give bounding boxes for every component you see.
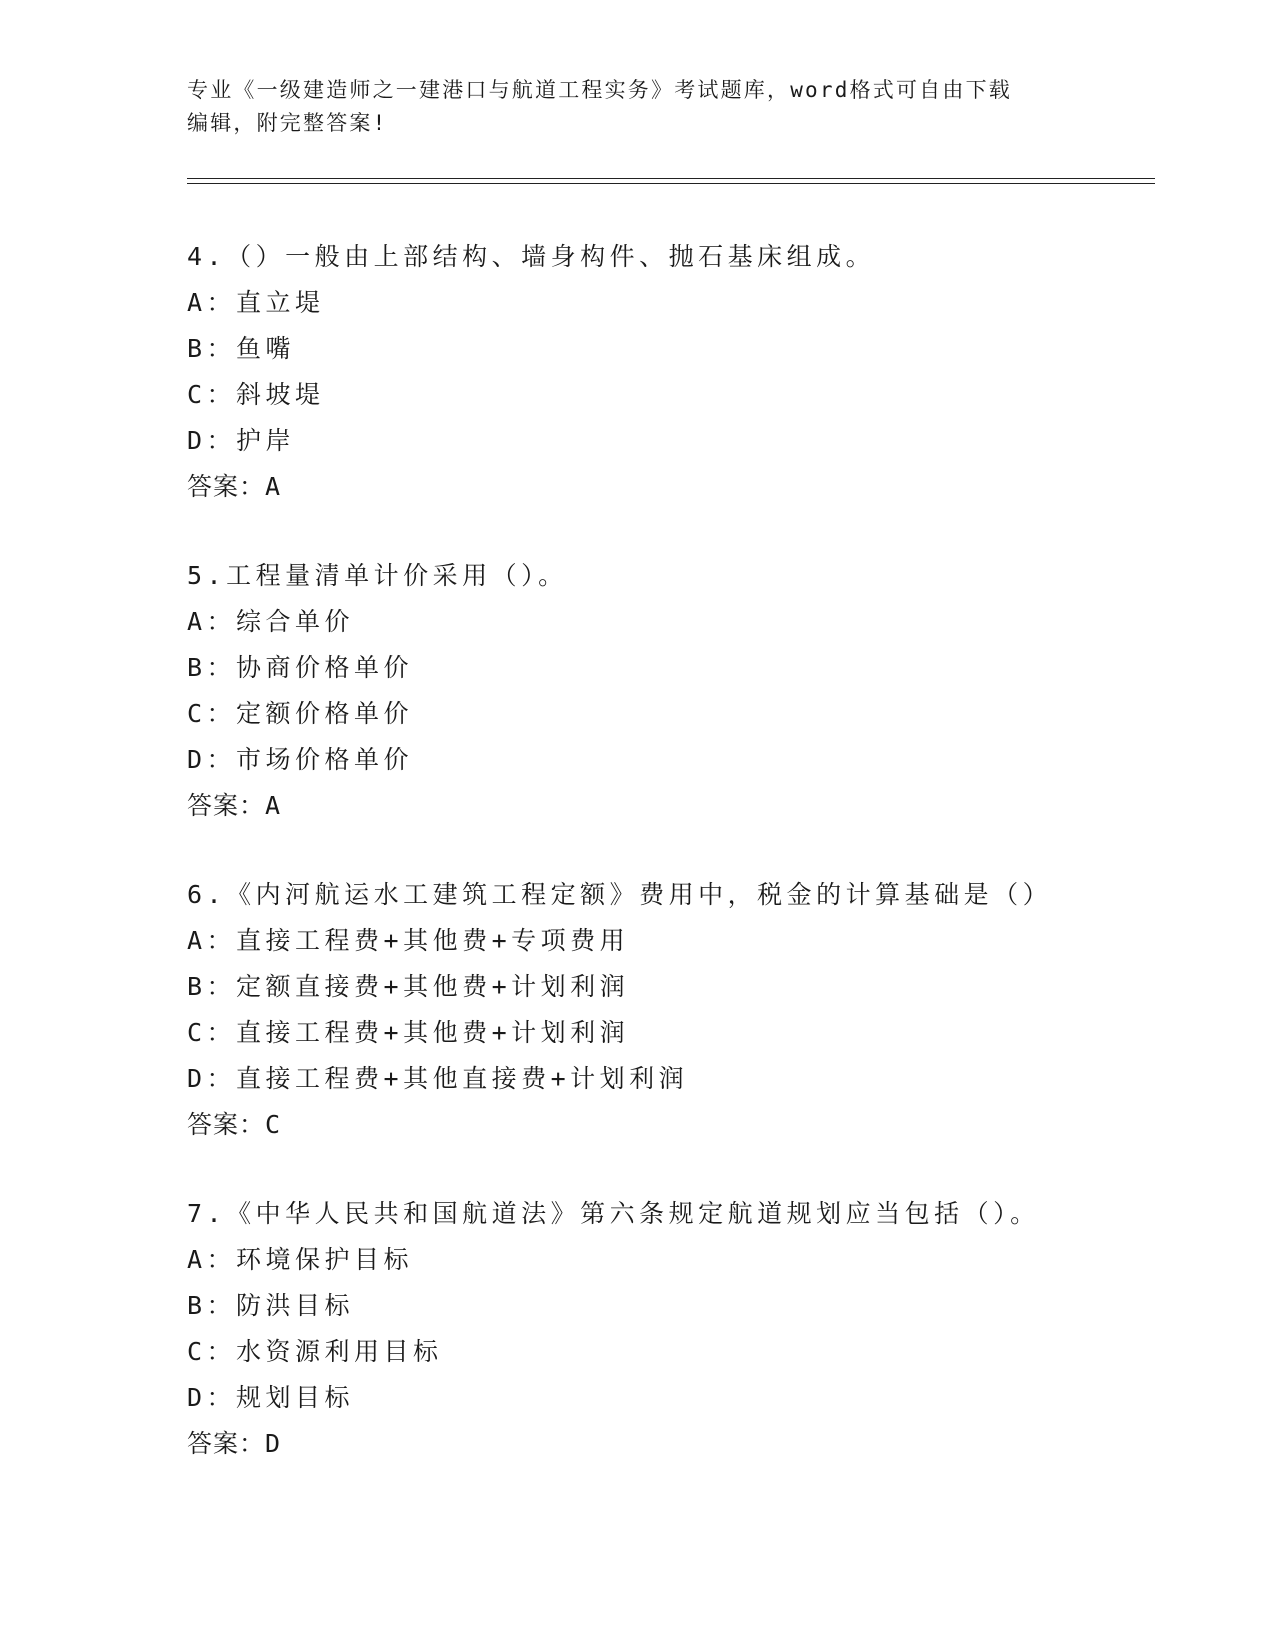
answer-value: C bbox=[265, 1110, 282, 1139]
option-d: D：规划目标 bbox=[187, 1383, 355, 1412]
option-c: C：直接工程费+其他费+计划利润 bbox=[187, 1018, 630, 1047]
question-4 bbox=[187, 234, 1147, 510]
question-stem: 6.《内河航运水工建筑工程定额》费用中，税金的计算基础是（） bbox=[187, 880, 1053, 909]
answer-label: 答案： bbox=[187, 472, 266, 501]
answer-value: A bbox=[265, 472, 282, 501]
question-5 bbox=[187, 553, 1147, 829]
header-line-2: 编辑，附完整答案! bbox=[187, 111, 388, 135]
question-stem: 7.《中华人民共和国航道法》第六条规定航道规划应当包括（）。 bbox=[187, 1199, 1040, 1228]
option-c: C：水资源利用目标 bbox=[187, 1337, 443, 1366]
option-b: B：定额直接费+其他费+计划利润 bbox=[187, 972, 630, 1001]
answer-line bbox=[187, 1421, 1147, 1467]
answer-line bbox=[187, 783, 1147, 829]
option-b: B：协商价格单价 bbox=[187, 653, 414, 682]
option-a: A：直接工程费+其他费+专项费用 bbox=[187, 926, 630, 955]
answer-label: 答案： bbox=[187, 791, 266, 820]
option-d: D：直接工程费+其他直接费+计划利润 bbox=[187, 1064, 689, 1093]
question-stem: 5.工程量清单计价采用（）。 bbox=[187, 561, 568, 590]
question-6 bbox=[187, 872, 1147, 1148]
answer-line bbox=[187, 464, 1147, 510]
option-a: A：直立堤 bbox=[187, 288, 325, 317]
answer-label: 答案： bbox=[187, 1110, 266, 1139]
answer-label: 答案： bbox=[187, 1429, 266, 1458]
option-d: D：护岸 bbox=[187, 426, 296, 455]
answer-value: A bbox=[265, 791, 282, 820]
answer-value: D bbox=[265, 1429, 282, 1458]
option-c: C：斜坡堤 bbox=[187, 380, 325, 409]
question-stem: 4.（）一般由上部结构、墙身构件、抛石基床组成。 bbox=[187, 242, 876, 271]
option-d: D：市场价格单价 bbox=[187, 745, 414, 774]
option-a: A：综合单价 bbox=[187, 607, 355, 636]
question-7 bbox=[187, 1191, 1147, 1467]
header-divider-top bbox=[187, 178, 1155, 179]
document-header bbox=[187, 74, 1087, 140]
option-c: C：定额价格单价 bbox=[187, 699, 414, 728]
header-divider-bottom bbox=[187, 183, 1155, 184]
header-line-1: 专业《一级建造师之一建港口与航道工程实务》考试题库，word格式可自由下载 bbox=[187, 78, 1012, 102]
option-b: B：防洪目标 bbox=[187, 1291, 355, 1320]
answer-line bbox=[187, 1102, 1147, 1148]
option-a: A：环境保护目标 bbox=[187, 1245, 414, 1274]
option-b: B：鱼嘴 bbox=[187, 334, 296, 363]
